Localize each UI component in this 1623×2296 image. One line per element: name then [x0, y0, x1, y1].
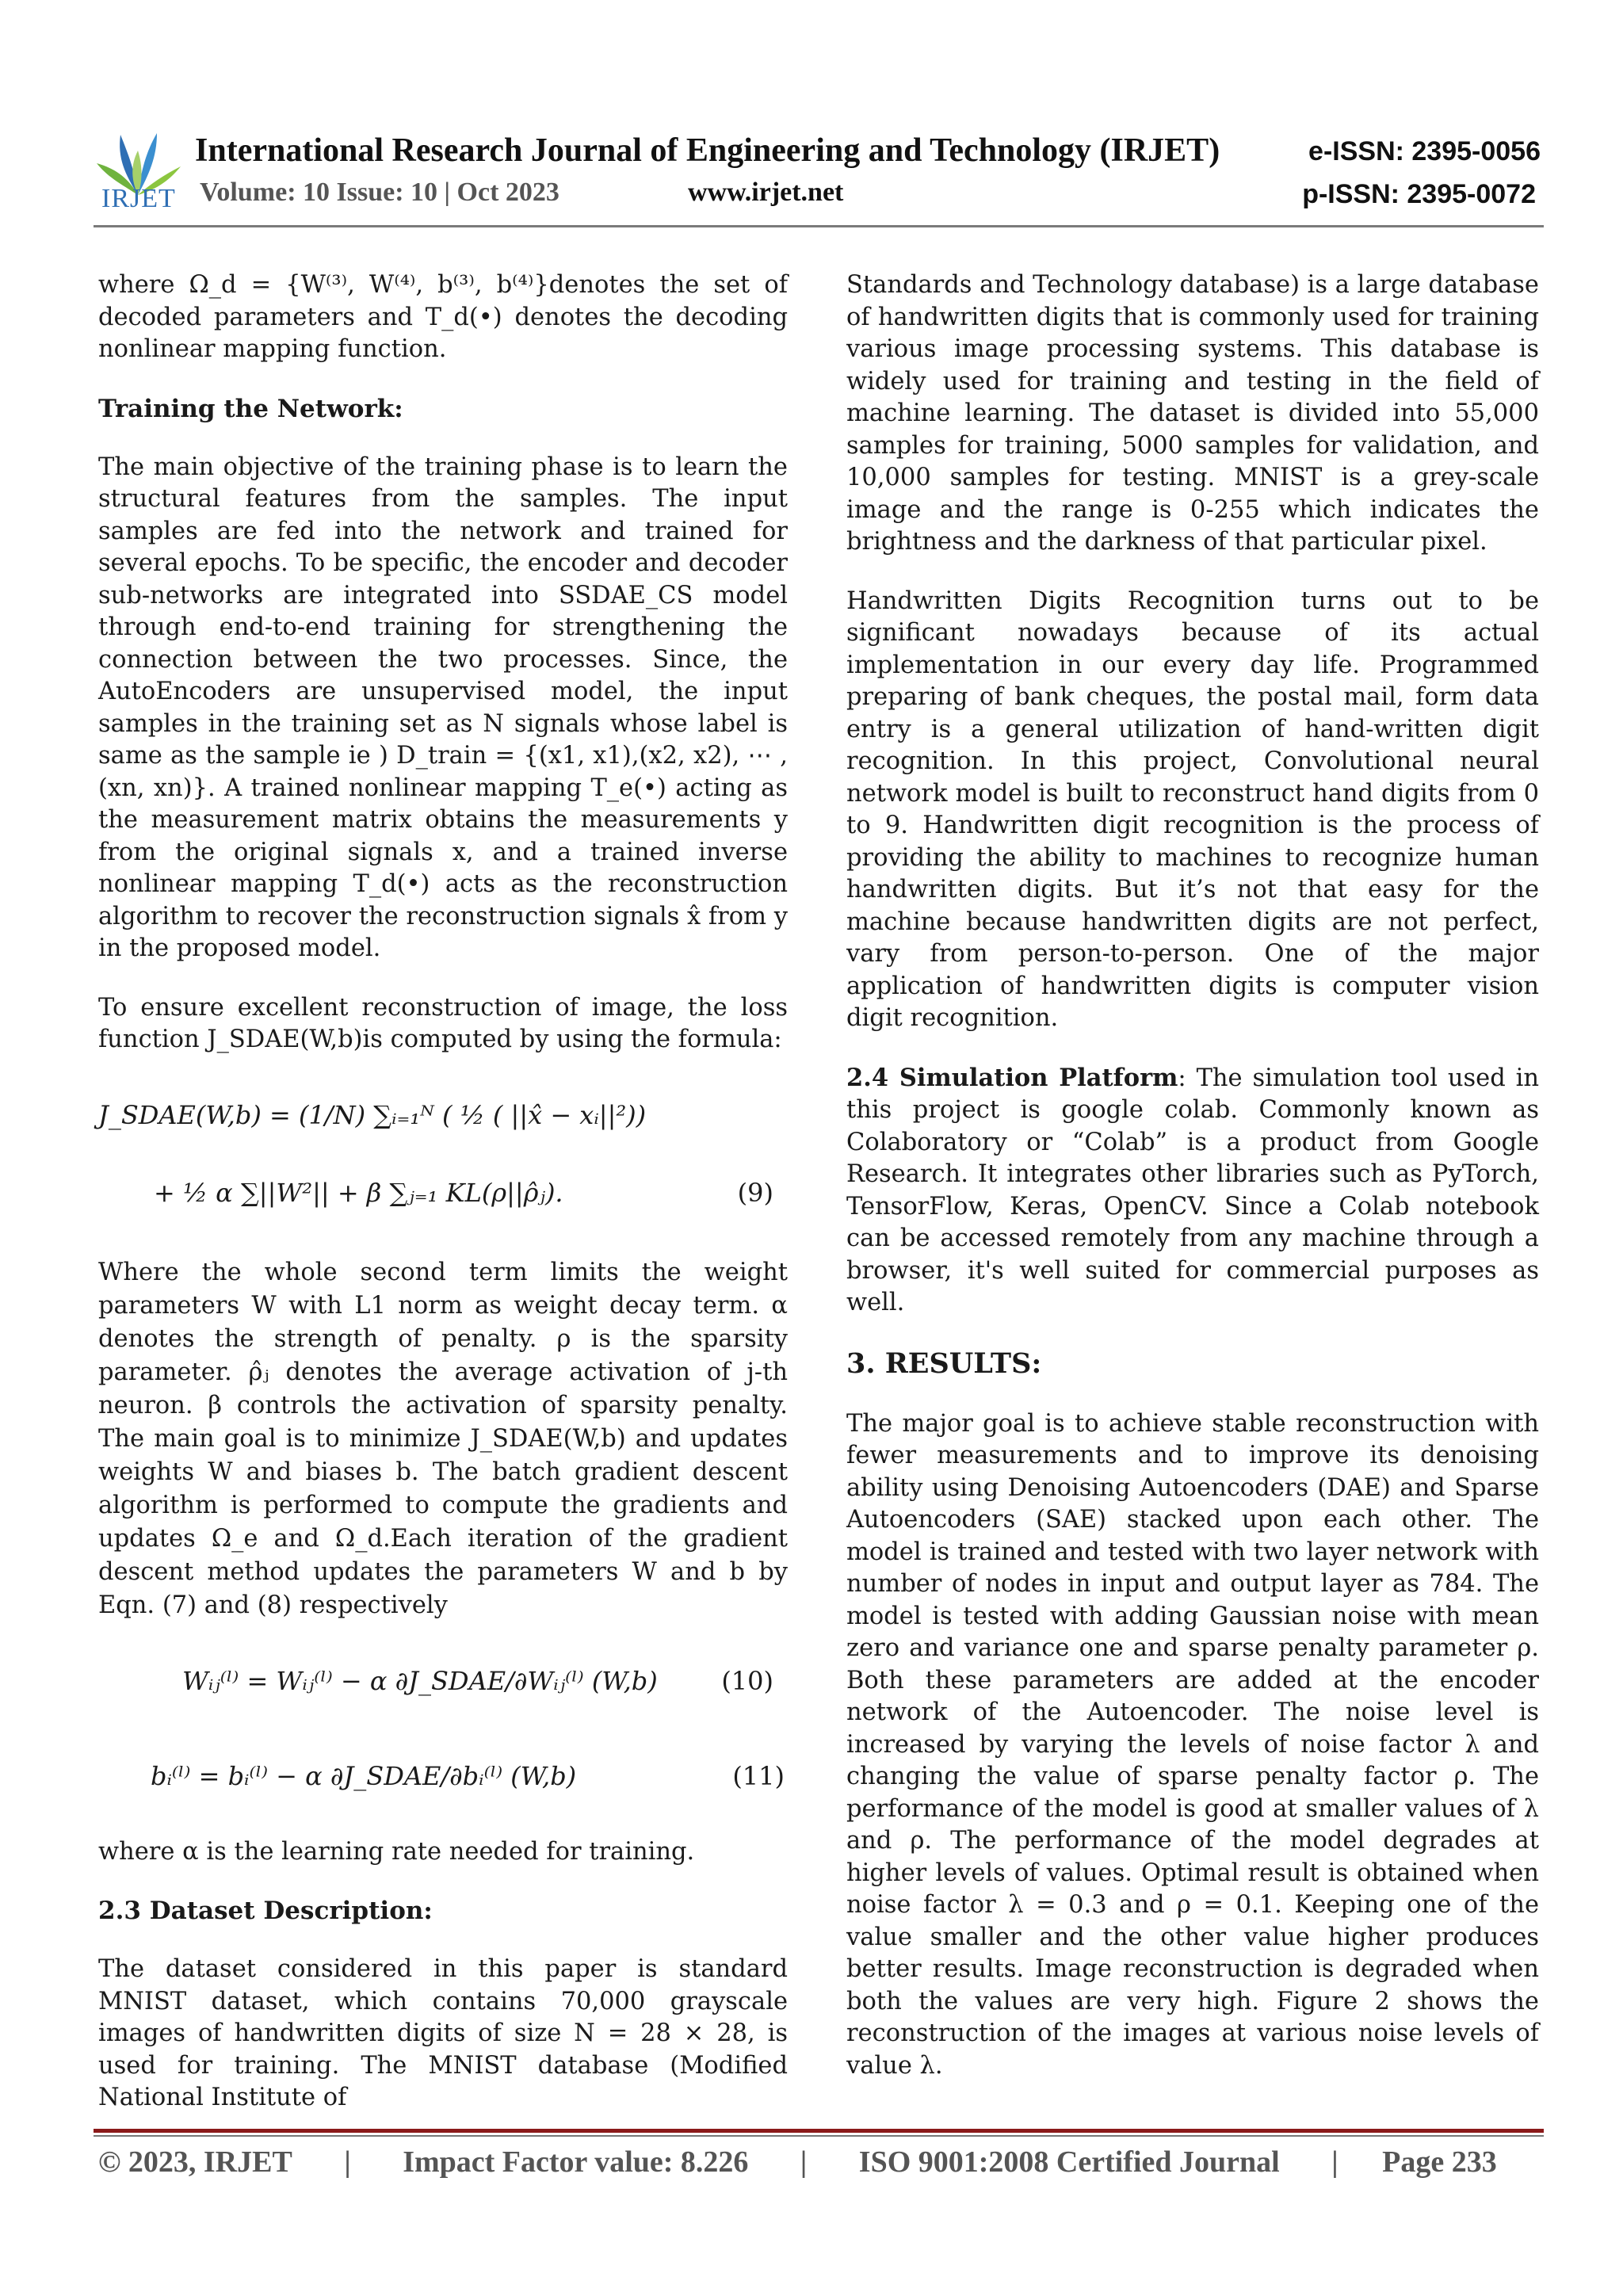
paragraph: To ensure excellent reconstruction of image, the loss function J_SDAE(W,b)is computed by using the formula:: [98, 993, 788, 1053]
equation-10: [98, 1649, 788, 1713]
pissn: p-ISSN: 2395-0072: [1302, 179, 1536, 209]
equation-body: Wᵢⱼ⁽ˡ⁾ = Wᵢⱼ⁽ˡ⁾ − α ∂J_SDAE/∂Wᵢⱼ⁽ˡ⁾ (W,b): [182, 1665, 658, 1696]
paragraph: where Ω_d = {W⁽³⁾, W⁽⁴⁾, b⁽³⁾, b⁽⁴⁾}denotes the set of decoded parameters and T_d(•) denotes the decoding nonlinear mapping function.: [98, 271, 788, 363]
paragraph: The dataset considered in this paper is standard MNIST dataset, which contains 70,000 grayscale images of handwritten digits of size N = 28 × 28, is used for training. The MNIST database (Modified National Institute of: [98, 1955, 788, 2111]
footer-separator: |: [1331, 2145, 1338, 2179]
footer-iso: ISO 9001:2008 Certified Journal: [858, 2145, 1280, 2179]
equation-9-line2: [98, 1161, 788, 1224]
footer-separator: |: [800, 2145, 808, 2179]
paragraph: [846, 1062, 1539, 1320]
right-column: [846, 269, 1539, 2082]
page-header: [0, 0, 1623, 238]
equation-body: bᵢ⁽ˡ⁾ = bᵢ⁽ˡ⁾ − α ∂J_SDAE/∂bᵢ⁽ˡ⁾ (W,b): [151, 1760, 577, 1791]
footer-impact-factor: Impact Factor value: 8.226: [403, 2145, 749, 2179]
paragraph: Handwritten Digits Recognition turns out to be significant nowadays because of its actual implementation in our every day life. Programmed preparing of bank cheques, the postal mail, form data entry is a general utilization of hand-written digit recognition. In this project, Convolutional neural network model is built to reconstruct hand digits from 0 to 9. Handwritten digit recognition is the process of providing the ability to machines to recognize human handwritten digits. But it’s not that easy for the machine because handwritten digits are not perfect, vary from person-to-person. One of the major application of handwritten digits is computer vision digit recognition.: [846, 586, 1539, 1032]
volume-issue: Volume: 10 Issue: 10 | Oct 2023: [200, 178, 559, 207]
section-heading: Training the Network:: [98, 394, 403, 423]
equation-number: (10): [721, 1665, 773, 1696]
left-column: [98, 269, 788, 2115]
footer-page-number: Page 233: [1382, 2145, 1497, 2179]
footer-rule: [94, 2129, 1544, 2133]
subsection-heading: 2.4 Simulation Platform: [846, 1063, 1178, 1092]
page-footer: [98, 2145, 1549, 2179]
paragraph-text: : The simulation tool used in this project is google colab. Commonly known as Colaboratory or “Colab” is a product from Google Research. It integrates other libraries such as PyTorch, TensorFlow, Keras, OpenCV. Since a Colab notebook can be accessed remotely from any machine through a browser, it's well suited for commercial purposes as well.: [846, 1064, 1539, 1316]
paragraph: Standards and Technology database) is a large database of handwritten digits that is commonly used for training various image processing systems. This database is widely used for training and testing in the field of machine learning. The dataset is divided into 55,000 samples for training, 5000 samples for validation, and 10,000 samples for testing. MNIST is a grey-scale image and the range is 0-255 which indicates the brightness and the darkness of that particular pixel.: [846, 271, 1539, 556]
equation-11: [98, 1744, 788, 1808]
journal-title: International Research Journal of Engineering and Technology (IRJET): [195, 132, 1220, 169]
paragraph: where α is the learning rate needed for training.: [98, 1837, 695, 1866]
paragraph: The major goal is to achieve stable reconstruction with fewer measurements and to improve its denoising ability using Denoising Autoencoders (DAE) and Sparse Autoencoders (SAE) stacked upon each other. The model is trained and tested with two layer network with number of nodes in input and output layer as 784. The model is tested with adding Gaussian noise with mean zero and variance one and sparse penalty parameter ρ. Both these parameters are added at the encoder network of the Autoencoder. The noise level is increased by varying the levels of noise factor λ and changing the value of sparse penalty factor ρ. The performance of the model is good at smaller values of λ and ρ. The performance of the model degrades at higher levels of values. Optimal result is obtained when noise factor λ = 0.3 and ρ = 0.1. Keeping one of the value smaller and the other value higher produces better results. Image reconstruction is degraded when both the values are very high. Figure 2 shows the reconstruction of the images at various noise levels of value λ.: [846, 1409, 1539, 2080]
paragraph: Where the whole second term limits the weight parameters W with L1 norm as weight decay term. α denotes the strength of penalty. ρ is the sparsity parameter. ρ̂ⱼ denotes the average activation of j-th neuron. β controls the activation of sparsity penalty. The main goal is to minimize J_SDAE(W,b) and updates weights W and biases b. The batch gradient descent algorithm is performed to compute the gradients and updates Ω_e and Ω_d.Each iteration of the gradient descent method updates the parameters W and b by Eqn. (7) and (8) respectively: [98, 1258, 788, 1619]
section-heading: 2.3 Dataset Description:: [98, 1897, 433, 1925]
equation-body: + ½ α ∑||W²|| + β ∑ⱼ₌₁ KL(ρ||ρ̂ⱼ).: [154, 1177, 563, 1208]
equation-9-line1: [98, 1083, 788, 1147]
equation-number: (11): [732, 1760, 785, 1791]
equation-number: (9): [737, 1177, 773, 1208]
equation-body: J_SDAE(W,b) = (1/N) ∑ᵢ₌₁ᴺ ( ½ ( ||x̂ − xᵢ||²)): [98, 1099, 647, 1130]
paragraph: The main objective of the training phase is to learn the structural features from the samples. The input samples are fed into the network and trained for several epochs. To be specific, the encoder and decoder sub-networks are integrated into SSDAE_CS model through end-to-end training for strengthening the connection between the two processes. Since, the AutoEncoders are unsupervised model, the input samples in the training set as N signals whose label is same as the sample ie ) D_train = {(x1, x1),(x2, x2), ⋯ ,(xn, xn)}. A trained nonlinear mapping T_e(•) acting as the measurement matrix obtains the measurements y from the original signals x, and a trained inverse nonlinear mapping T_d(•) acts as the reconstruction algorithm to recover the reconstruction signals x̂ from y in the proposed model.: [98, 453, 788, 962]
section-heading: 3. RESULTS:: [846, 1347, 1042, 1380]
footer-rule-thin: [94, 2135, 1544, 2137]
header-rule: [94, 225, 1544, 227]
eissn: e-ISSN: 2395-0056: [1308, 136, 1541, 166]
footer-separator: |: [344, 2145, 351, 2179]
journal-website[interactable]: www.irjet.net: [688, 178, 844, 207]
footer-copyright: © 2023, IRJET: [98, 2145, 292, 2179]
logo-text: IRJET: [101, 184, 176, 213]
